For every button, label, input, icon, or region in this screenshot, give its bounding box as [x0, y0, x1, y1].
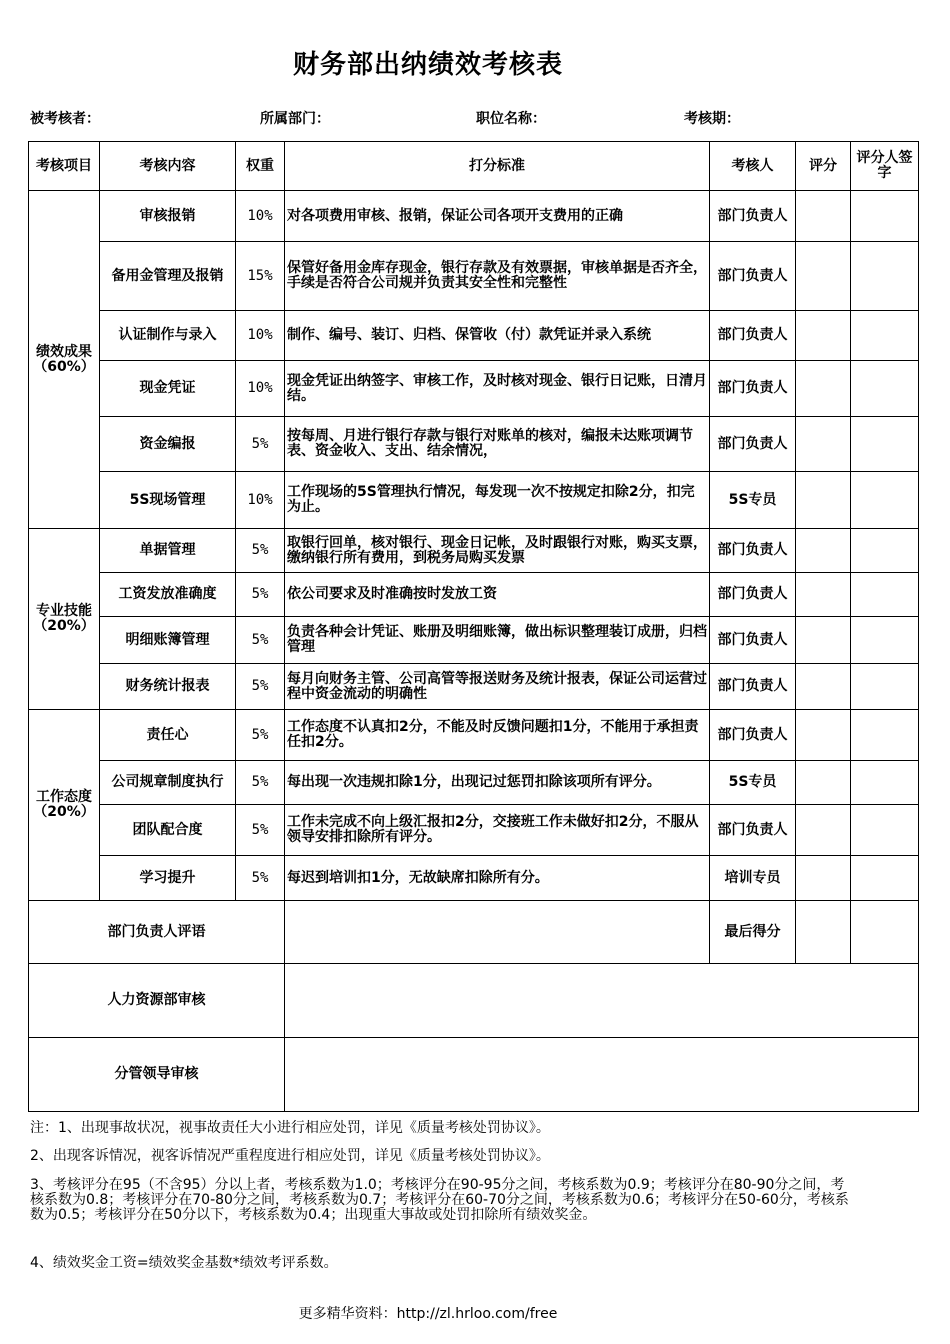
signature-cell[interactable] — [851, 761, 919, 805]
assessor-cell: 部门负责人 — [710, 617, 796, 664]
department-label: 所属部门： — [260, 111, 330, 127]
header-cell: 评分 — [796, 142, 851, 191]
signature-cell[interactable] — [851, 191, 919, 242]
content-cell: 财务统计报表 — [100, 664, 236, 710]
header-cell: 打分标准 — [285, 142, 710, 191]
table-row — [29, 417, 919, 472]
dept-comment-field[interactable] — [285, 901, 710, 964]
table-row — [29, 617, 919, 664]
standard-cell: 每月向财务主管、公司高管等报送财务及统计报表，保证公司运营过程中资金流动的明确性 — [285, 664, 710, 710]
signature-cell[interactable] — [851, 664, 919, 710]
group-name: 专业技能（20%） — [29, 529, 100, 710]
content-cell: 责任心 — [100, 710, 236, 761]
content-cell: 工资发放准确度 — [100, 573, 236, 617]
table-row — [29, 472, 919, 529]
standard-cell: 工作现场的5S管理执行情况，每发现一次不按规定扣除2分，扣完为止。 — [285, 472, 710, 529]
content-cell: 资金编报 — [100, 417, 236, 472]
weight-cell: 5% — [236, 805, 285, 856]
final-score-field[interactable] — [796, 901, 851, 964]
weight-cell: 5% — [236, 856, 285, 901]
table-row — [29, 573, 919, 617]
leader-review-label: 分管领导审核 — [29, 1038, 285, 1112]
dept-comment-row — [29, 901, 919, 964]
assessment-table — [28, 141, 919, 1112]
hr-review-label: 人力资源部审核 — [29, 964, 285, 1038]
content-cell: 认证制作与录入 — [100, 311, 236, 361]
assessor-cell: 部门负责人 — [710, 805, 796, 856]
standard-cell: 按每周、月进行银行存款与银行对账单的核对，编报未达账项调节表、资金收入、支出、结余情况， — [285, 417, 710, 472]
assessee-label: 被考核者： — [30, 111, 100, 127]
weight-cell: 5% — [236, 761, 285, 805]
signature-cell[interactable] — [851, 417, 919, 472]
table-row — [29, 761, 919, 805]
leader-review-row — [29, 1038, 919, 1112]
weight-cell: 5% — [236, 417, 285, 472]
weight-cell: 5% — [236, 664, 285, 710]
standard-cell: 现金凭证出纳签字、审核工作，及时核对现金、银行日记账，日清月结。 — [285, 361, 710, 417]
footer-link[interactable]: 更多精华资料：http://zl.hrloo.com/free — [298, 1306, 558, 1322]
group-name: 绩效成果（60%） — [29, 191, 100, 529]
standard-cell: 制作、编号、装订、归档、保管收（付）款凭证并录入系统 — [285, 311, 710, 361]
header-cell: 考核内容 — [100, 142, 236, 191]
signature-cell[interactable] — [851, 856, 919, 901]
assessor-cell: 部门负责人 — [710, 664, 796, 710]
table-row — [29, 191, 919, 242]
assessor-cell: 部门负责人 — [710, 311, 796, 361]
table-row — [29, 361, 919, 417]
signature-cell[interactable] — [851, 472, 919, 529]
hr-review-row — [29, 964, 919, 1038]
table-row — [29, 856, 919, 901]
score-cell[interactable] — [796, 664, 851, 710]
content-cell: 单据管理 — [100, 529, 236, 573]
content-cell: 团队配合度 — [100, 805, 236, 856]
content-cell: 5S现场管理 — [100, 472, 236, 529]
signature-cell[interactable] — [851, 805, 919, 856]
assessor-cell: 5S专员 — [710, 761, 796, 805]
signature-cell[interactable] — [851, 242, 919, 311]
final-score-signature[interactable] — [851, 901, 919, 964]
signature-cell[interactable] — [851, 710, 919, 761]
score-cell[interactable] — [796, 472, 851, 529]
table-row — [29, 710, 919, 761]
table-row — [29, 311, 919, 361]
leader-review-field[interactable] — [285, 1038, 919, 1112]
weight-cell: 5% — [236, 573, 285, 617]
standard-cell: 对各项费用审核、报销，保证公司各项开支费用的正确 — [285, 191, 710, 242]
content-cell: 备用金管理及报销 — [100, 242, 236, 311]
standard-cell: 每出现一次违规扣除1分，出现记过惩罚扣除该项所有评分。 — [285, 761, 710, 805]
standard-cell: 每迟到培训扣1分，无故缺席扣除所有分。 — [285, 856, 710, 901]
assessor-cell: 部门负责人 — [710, 529, 796, 573]
score-cell[interactable] — [796, 805, 851, 856]
score-cell[interactable] — [796, 311, 851, 361]
weight-cell: 10% — [236, 361, 285, 417]
note-4: 4、绩效奖金工资=绩效奖金基数*绩效考评系数。 — [30, 1255, 338, 1271]
weight-cell: 10% — [236, 472, 285, 529]
content-cell: 公司规章制度执行 — [100, 761, 236, 805]
assessor-cell: 部门负责人 — [710, 573, 796, 617]
score-cell[interactable] — [796, 242, 851, 311]
score-cell[interactable] — [796, 191, 851, 242]
header-cell: 考核项目 — [29, 142, 100, 191]
score-cell[interactable] — [796, 710, 851, 761]
weight-cell: 5% — [236, 710, 285, 761]
weight-cell: 15% — [236, 242, 285, 311]
period-label: 考核期： — [684, 111, 740, 127]
content-cell: 现金凭证 — [100, 361, 236, 417]
position-label: 职位名称： — [476, 111, 546, 127]
score-cell[interactable] — [796, 417, 851, 472]
header-cell: 评分人签字 — [851, 142, 919, 191]
standard-cell: 工作态度不认真扣2分，不能及时反馈问题扣1分，不能用于承担责任扣2分。 — [285, 710, 710, 761]
header-cell: 考核人 — [710, 142, 796, 191]
score-cell[interactable] — [796, 617, 851, 664]
score-cell[interactable] — [796, 529, 851, 573]
standard-cell: 保管好备用金库存现金，银行存款及有效票据，审核单据是否齐全，手续是否符合公司规并负责其安全性和完整性 — [285, 242, 710, 311]
table-row — [29, 242, 919, 311]
table-row — [29, 529, 919, 573]
signature-cell[interactable] — [851, 361, 919, 417]
page-title: 财务部出纳绩效考核表 — [292, 50, 563, 80]
signature-cell[interactable] — [851, 573, 919, 617]
weight-cell: 10% — [236, 191, 285, 242]
final-score-label: 最后得分 — [710, 901, 796, 964]
signature-cell[interactable] — [851, 529, 919, 573]
hr-review-field[interactable] — [285, 964, 919, 1038]
dept-comment-label: 部门负责人评语 — [29, 901, 285, 964]
score-cell[interactable] — [796, 361, 851, 417]
signature-cell[interactable] — [851, 617, 919, 664]
assessor-cell: 5S专员 — [710, 472, 796, 529]
content-cell: 明细账簿管理 — [100, 617, 236, 664]
note-3: 3、考核评分在95（不含95）分以上者，考核系数为1.0；考核评分在90-95分之间，考核系数为0.9；考核评分在80-90分之间，考核系数为0.8；考核评分在70-80分之间，考核系数为0.7；考核评分在60-70分之间，考核系数为0.6；考核评分在50-60分，考核系数为0.5；考核评分在50分以下，考核系数为0.4；出现重大事故或处罚扣除所有绩效奖金。 — [30, 1177, 849, 1223]
assessor-cell: 部门负责人 — [710, 191, 796, 242]
score-cell[interactable] — [796, 856, 851, 901]
weight-cell: 5% — [236, 529, 285, 573]
table-row — [29, 664, 919, 710]
header-cell: 权重 — [236, 142, 285, 191]
standard-cell: 取银行回单，核对银行、现金日记帐，及时跟银行对账，购买支票，缴纳银行所有费用，到税务局购买发票 — [285, 529, 710, 573]
table-row — [29, 805, 919, 856]
assessor-cell: 培训专员 — [710, 856, 796, 901]
signature-cell[interactable] — [851, 311, 919, 361]
score-cell[interactable] — [796, 573, 851, 617]
assessor-cell: 部门负责人 — [710, 361, 796, 417]
note-2: 2、出现客诉情况，视客诉情况严重程度进行相应处罚，详见《质量考核处罚协议》。 — [30, 1148, 550, 1164]
assessor-cell: 部门负责人 — [710, 710, 796, 761]
standard-cell: 工作未完成不向上级汇报扣2分，交接班工作未做好扣2分，不服从领导安排扣除所有评分。 — [285, 805, 710, 856]
standard-cell: 负责各种会计凭证、账册及明细账簿，做出标识整理装订成册，归档管理 — [285, 617, 710, 664]
assessor-cell: 部门负责人 — [710, 242, 796, 311]
standard-cell: 依公司要求及时准确按时发放工资 — [285, 573, 710, 617]
content-cell: 审核报销 — [100, 191, 236, 242]
weight-cell: 10% — [236, 311, 285, 361]
weight-cell: 5% — [236, 617, 285, 664]
group-name: 工作态度（20%） — [29, 710, 100, 901]
score-cell[interactable] — [796, 761, 851, 805]
header-row — [29, 142, 919, 191]
content-cell: 学习提升 — [100, 856, 236, 901]
note-1: 注：1、出现事故状况，视事故责任大小进行相应处罚，详见《质量考核处罚协议》。 — [30, 1120, 550, 1136]
assessor-cell: 部门负责人 — [710, 417, 796, 472]
